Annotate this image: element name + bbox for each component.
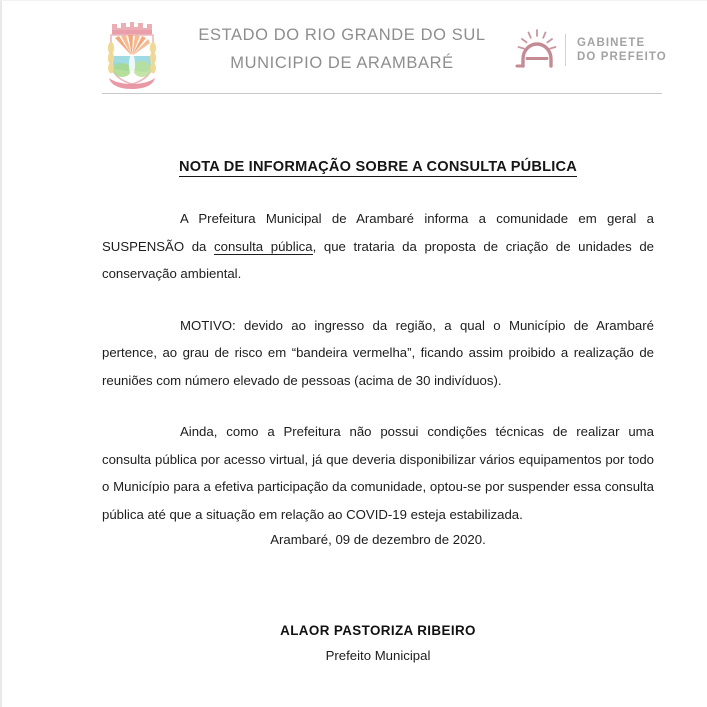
cabinet-line-1: GABINETE [577, 37, 646, 49]
header-title-block [182, 21, 502, 77]
header-state-line: ESTADO DO RIO GRANDE DO SUL [198, 26, 486, 44]
header-municipality-line: MUNICIPIO DE ARAMBARÉ [230, 54, 454, 72]
cabinet-logo-divider [565, 34, 566, 66]
paragraph-1: A Prefeitura Municipal de Arambaré informa a comunidade em geral a SUSPENSÃO da consulta pública, que trataria da proposta de criação de unidades de conservação ambiental. [102, 211, 654, 281]
document-date-line: Arambaré, 09 de dezembro de 2020. [270, 532, 486, 547]
document-body [102, 205, 654, 528]
coat-of-arms-icon [103, 18, 161, 90]
document-title [102, 159, 654, 175]
signatory-name: ALAOR PASTORIZA RIBEIRO [280, 623, 476, 638]
gabinete-a-arch-sun-logo-icon [514, 27, 560, 73]
document-header [2, 1, 707, 97]
header-separator-rule [102, 93, 662, 94]
paragraph-2: MOTIVO: devido ao ingresso da região, a qual o Município de Arambaré pertence, ao grau de risco em “bandeira vermelha”, ficando assim proibido a realização de reuniões com número elevado de pessoas (acima de 30 indivíduos). [102, 317, 654, 388]
cabinet-line-2: DO PREFEITO [577, 51, 667, 63]
document-title-text: NOTA DE INFORMAÇÃO SOBRE A CONSULTA PÚBLICA [178, 159, 578, 175]
cabinet-logo-text [577, 36, 667, 64]
signatory-role: Prefeito Municipal [325, 648, 431, 663]
cabinet-logo-block [514, 25, 667, 75]
underlined-phrase: consulta pública [214, 238, 313, 254]
signature-block [102, 620, 654, 668]
paragraph-3: Ainda, como a Prefeitura não possui condições técnicas de realizar uma consulta pública por acesso virtual, já que deveria disponibilizar vários equipamentos por todo o Município para a efetiva participação da comunidade, optou-se por suspender essa consulta pública até que a situação em relação ao COVID-19 esteja estabilizada. [102, 424, 654, 522]
